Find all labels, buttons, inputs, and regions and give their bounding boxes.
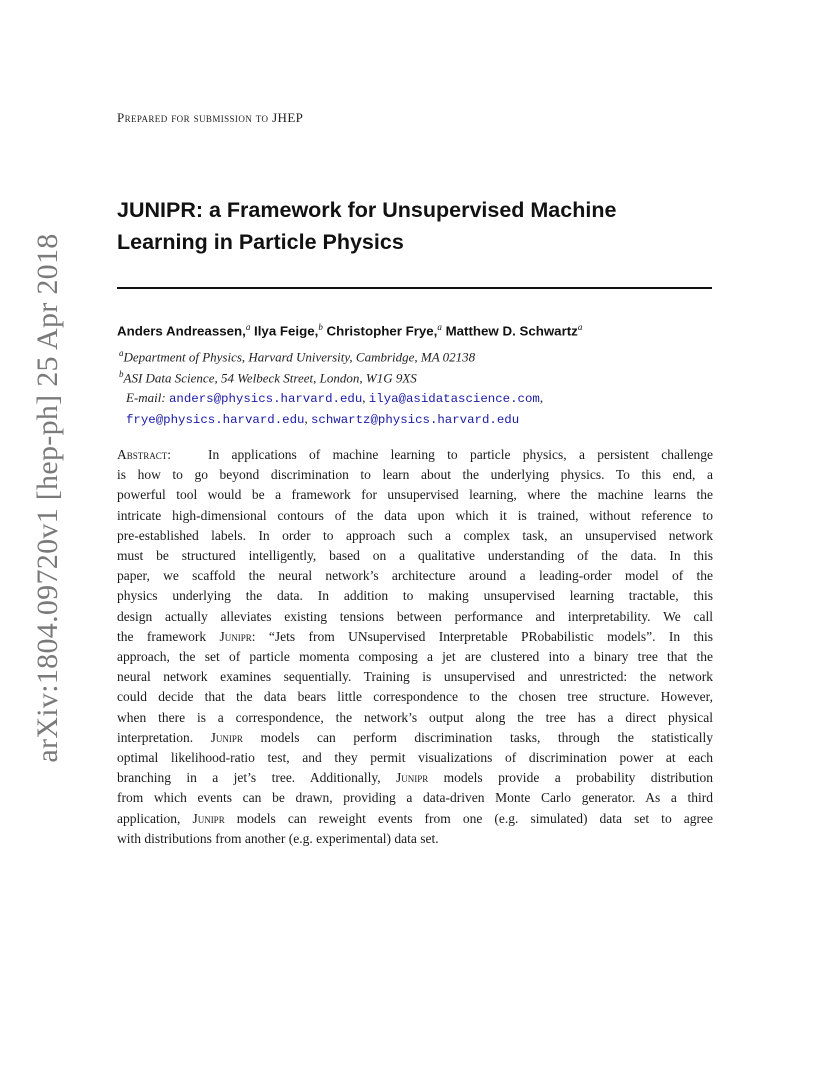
abstract-line: must be structured intelligently, based on a qualitative understanding of the data. In this <box>117 548 713 564</box>
abstract-line: design actually alleviates existing tensions between performance and interpretability. We call <box>117 608 713 624</box>
abstract-line: is how to go beyond discrimination to learn about the underlying physics. To this end, a <box>117 467 713 483</box>
affiliation-mark: a <box>119 348 124 358</box>
abstract <box>117 445 713 849</box>
abstract-line: neural network examines sequentially. Training is unsupervised and unrestricted: the network <box>117 669 713 685</box>
junipr-name: Junipr <box>210 729 243 745</box>
author-affiliation-mark: b <box>318 322 323 332</box>
arxiv-identifier-stamp: arXiv:1804.09720v1 [hep-ph] 25 Apr 2018 <box>31 233 64 763</box>
junipr-name: Junipr <box>192 810 225 826</box>
email-label: E-mail: <box>126 390 166 405</box>
abstract-line: approach, the set of particle momenta composing a jet are clustered into a binary tree that the <box>117 649 713 665</box>
abstract-line: paper, we scaffold the neural network’s architecture around a leading-order model of the <box>117 568 713 584</box>
author-name: Ilya Feige, <box>254 323 319 339</box>
abstract-line: optimal likelihood-ratio test, and they permit visualizations of discrimination power at each <box>117 750 713 766</box>
email-link[interactable]: anders@physics.harvard.edu <box>168 392 363 406</box>
email-line <box>126 390 543 406</box>
email-link[interactable]: ilya@asidatascience.com <box>368 392 540 406</box>
abstract-line: with distributions from another (e.g. experimental) data set. <box>117 830 439 846</box>
title-divider <box>117 287 712 289</box>
title-line-1: JUNIPR: a Framework for Unsupervised Machine <box>117 198 617 222</box>
email-separator: , <box>362 390 369 405</box>
email-link[interactable]: frye@physics.harvard.edu <box>126 413 305 427</box>
junipr-name: Junipr <box>219 628 252 644</box>
abstract-line: interpretation. Junipr models can perform discrimination tasks, through the statistically <box>117 729 713 745</box>
abstract-line: the framework Junipr: “Jets from UNsupervised Interpretable PRobabilistic models”. In this <box>117 628 714 644</box>
abstract-line: branching in a jet’s tree. Additionally, Junipr models provide a probability distribution <box>117 770 713 786</box>
title-line-2: Learning in Particle Physics <box>117 230 404 254</box>
affiliation <box>119 348 475 365</box>
abstract-line: could decide that the data bears little correspondence to the chosen tree structure. However, <box>117 689 713 705</box>
author-name: Christopher Frye, <box>326 323 438 339</box>
author-list <box>117 322 582 338</box>
abstract-label: Abstract: <box>117 447 172 462</box>
affiliation-text: ASI Data Science, 54 Welbeck Street, London, W1G 9XS <box>123 370 417 386</box>
affiliation-text: Department of Physics, Harvard University, Cambridge, MA 02138 <box>123 349 476 365</box>
abstract-line: physics underlying the data. In addition to making unsupervised learning tractable, this <box>117 588 713 604</box>
submission-note: Prepared for submission to JHEP <box>117 110 304 125</box>
affiliation-mark: b <box>119 369 124 379</box>
junipr-name: Junipr <box>396 770 429 786</box>
abstract-line: from which events can be drawn, providing a data-driven Monte Carlo generator. As a third <box>117 790 713 806</box>
author-affiliation-mark: a <box>245 322 251 332</box>
author-name: Anders Andreassen, <box>117 323 246 339</box>
author-name: Matthew D. Schwartz <box>445 323 578 339</box>
abstract-line: pre-established labels. In order to approach such a complex task, an unsupervised network <box>117 527 713 543</box>
email-line <box>126 411 519 427</box>
abstract-line: when there is a correspondence, the network’s output along the tree has a direct physical <box>117 709 713 725</box>
abstract-line: intricate high-dimensional contours of the data upon which it is trained, without reference to <box>117 507 713 523</box>
email-separator: , <box>304 411 311 426</box>
abstract-line: Abstract: In applications of machine learning to particle physics, a persistent challenge <box>117 447 714 462</box>
paper-title <box>117 194 717 258</box>
email-separator: , <box>539 390 544 405</box>
author-affiliation-mark: a <box>577 322 583 332</box>
email-link[interactable]: schwartz@physics.harvard.edu <box>310 413 520 427</box>
abstract-line: application, Junipr models can reweight events from one (e.g. simulated) data set to agree <box>117 810 713 826</box>
author-affiliation-mark: a <box>437 322 442 332</box>
affiliation <box>119 369 417 386</box>
abstract-line: powerful tool would be a framework for unsupervised learning, where the machine learns the <box>117 487 713 503</box>
